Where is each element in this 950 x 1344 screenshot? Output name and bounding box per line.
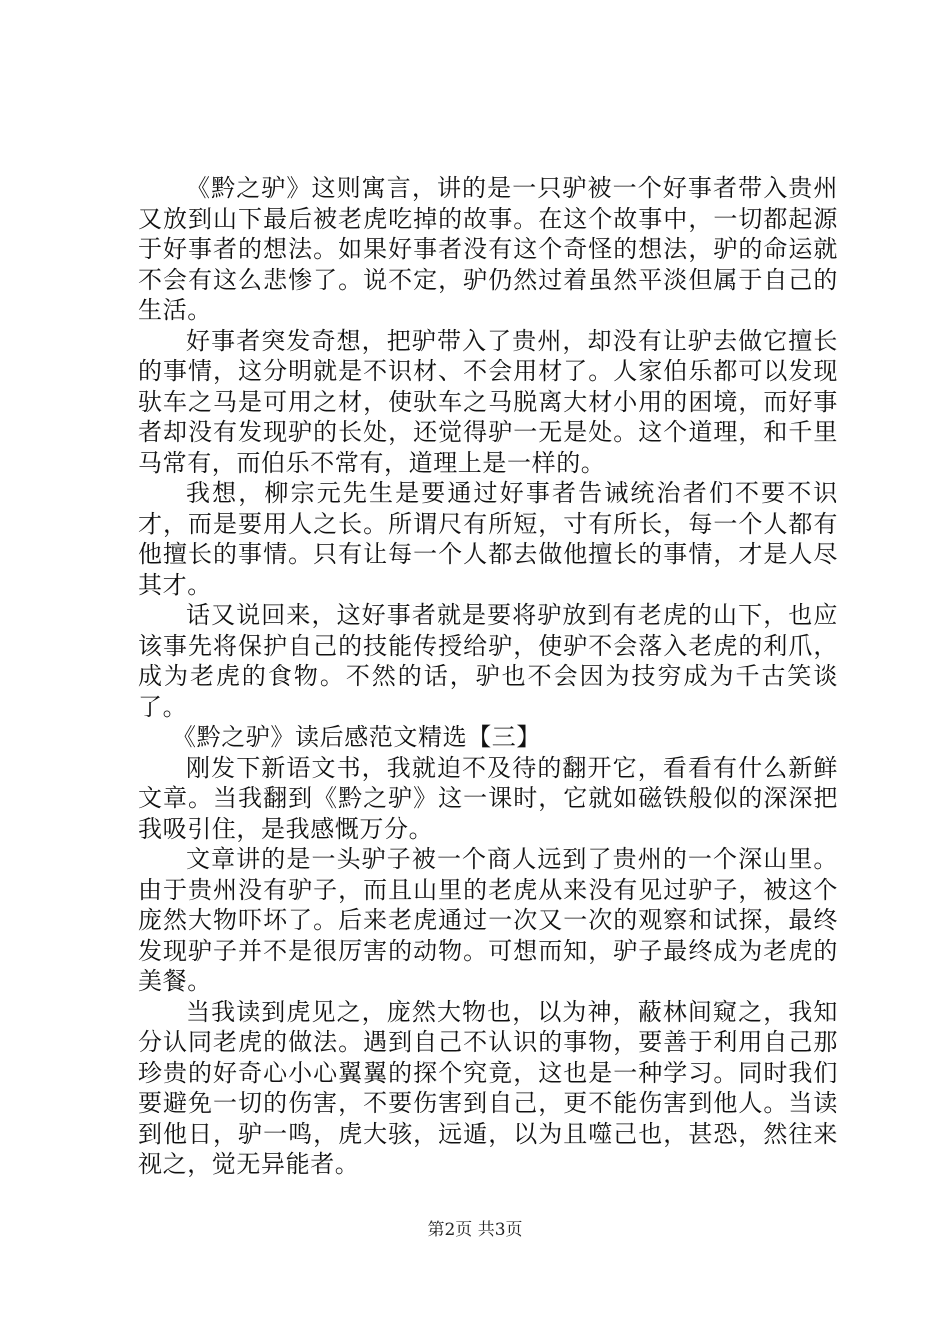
section-heading: 《黔之驴》读后感范文精选【三】 [172, 723, 541, 751]
paragraph: 《黔之驴》这则寓言，讲的是一只驴被一个好事者带入贵州又放到山下最后被老虎吃掉的故事。在这个故事中，一切都起源于好事者的想法。如果好事者没有这个奇怪的想法，驴的命运就不会有这么悲惨了。说不定，驴仍然过着虽然平淡但属于自己的生活。 [138, 174, 838, 324]
document-body [138, 173, 838, 1180]
paragraph: 文章讲的是一头驴子被一个商人远到了贵州的一个深山里。由于贵州没有驴子，而且山里的老虎从来没有见过驴子，被这个庞然大物吓坏了。后来老虎通过一次又一次的观察和试探，最终发现驴子并不是很厉害的动物。可想而知，驴子最终成为老虎的美餐。 [138, 845, 838, 995]
paragraph: 话又说回来，这好事者就是要将驴放到有老虎的山下，也应该事先将保护自己的技能传授给驴，使驴不会落入老虎的利爪，成为老虎的食物。不然的话，驴也不会因为技穷成为千古笑谈了。 [138, 601, 838, 721]
paragraph: 好事者突发奇想，把驴带入了贵州，却没有让驴去做它擅长的事情，这分明就是不识材、不会用材了。人家伯乐都可以发现驮车之马是可用之材，使驮车之马脱离大材小用的困境，而好事者却没有发现驴的长处，还觉得驴一无是处。这个道理，和千里马常有，而伯乐不常有，道理上是一样的。 [138, 326, 838, 477]
paragraph: 刚发下新语文书，我就迫不及待的翻开它，看看有什么新鲜文章。当我翻到《黔之驴》这一课时，它就如磁铁般似的深深把我吸引住，是我感慨万分。 [138, 753, 838, 843]
page-number-label: 第2页 共3页 [427, 1220, 523, 1240]
page-footer [0, 1215, 950, 1240]
paragraph: 当我读到虎见之，庞然大物也，以为神，蔽林间窥之，我知分认同老虎的做法。遇到自己不认识的事物，要善于利用自己那珍贵的好奇心小心翼翼的探个究竟，这也是一种学习。同时我们要避免一切的伤害，不要伤害到自己，更不能伤害到他人。当读到他日，驴一鸣，虎大骇，远遁，以为且噬己也，甚恐，然往来视之，觉无异能者。 [138, 997, 838, 1178]
paragraph: 我想，柳宗元先生是要通过好事者告诫统治者们不要不识才，而是要用人之长。所谓尺有所短，寸有所长，每一个人都有他擅长的事情。只有让每一个人都去做他擅长的事情，才是人尽其才。 [138, 479, 838, 599]
